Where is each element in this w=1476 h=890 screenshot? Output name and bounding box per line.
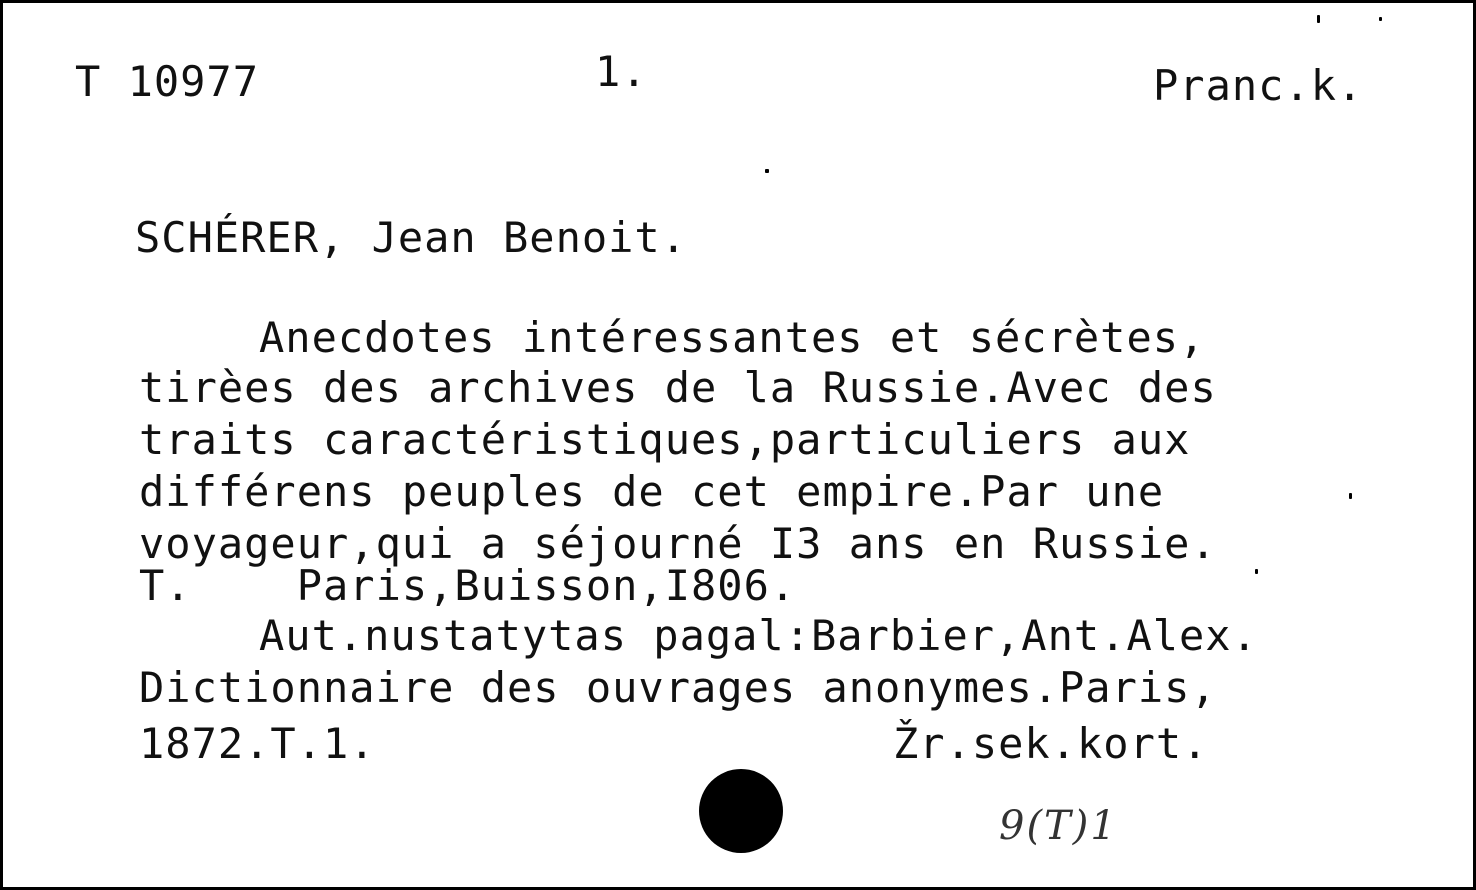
punch-hole <box>699 769 783 853</box>
author-heading: SCHÉRER, Jean Benoit. <box>135 213 688 262</box>
call-number: T 10977 <box>75 57 260 106</box>
title-line: Anecdotes intéressantes et sécrètes, <box>259 313 1206 362</box>
attribution-line: 1872.T.1. <box>139 719 376 768</box>
title-line: voyageur,qui a séjourné I3 ans en Russie. <box>139 519 1217 568</box>
language-code: Pranc.k. <box>1153 61 1364 110</box>
attribution-line: Dictionnaire des ouvrages anonymes.Paris, <box>139 663 1217 712</box>
imprint-line: T. Paris,Buisson,I806. <box>139 561 797 610</box>
attribution-line: Aut.nustatytas pagal:Barbier,Ant.Alex. <box>259 611 1258 660</box>
speck-mark <box>1349 493 1352 499</box>
title-line: traits caractéristiques,particuliers aux <box>139 415 1191 464</box>
source-note: Žr.sek.kort. <box>893 719 1209 768</box>
title-line: tirèes des archives de la Russie.Avec des <box>139 363 1217 412</box>
handwritten-mark: 9(T)1 <box>999 803 1118 849</box>
card-number: 1. <box>595 47 648 96</box>
speck-mark <box>1317 15 1320 23</box>
speck-mark <box>1255 569 1258 574</box>
title-line: différens peuples de cet empire.Par une <box>139 467 1165 516</box>
speck-mark <box>765 169 769 173</box>
speck-mark <box>1379 17 1382 21</box>
